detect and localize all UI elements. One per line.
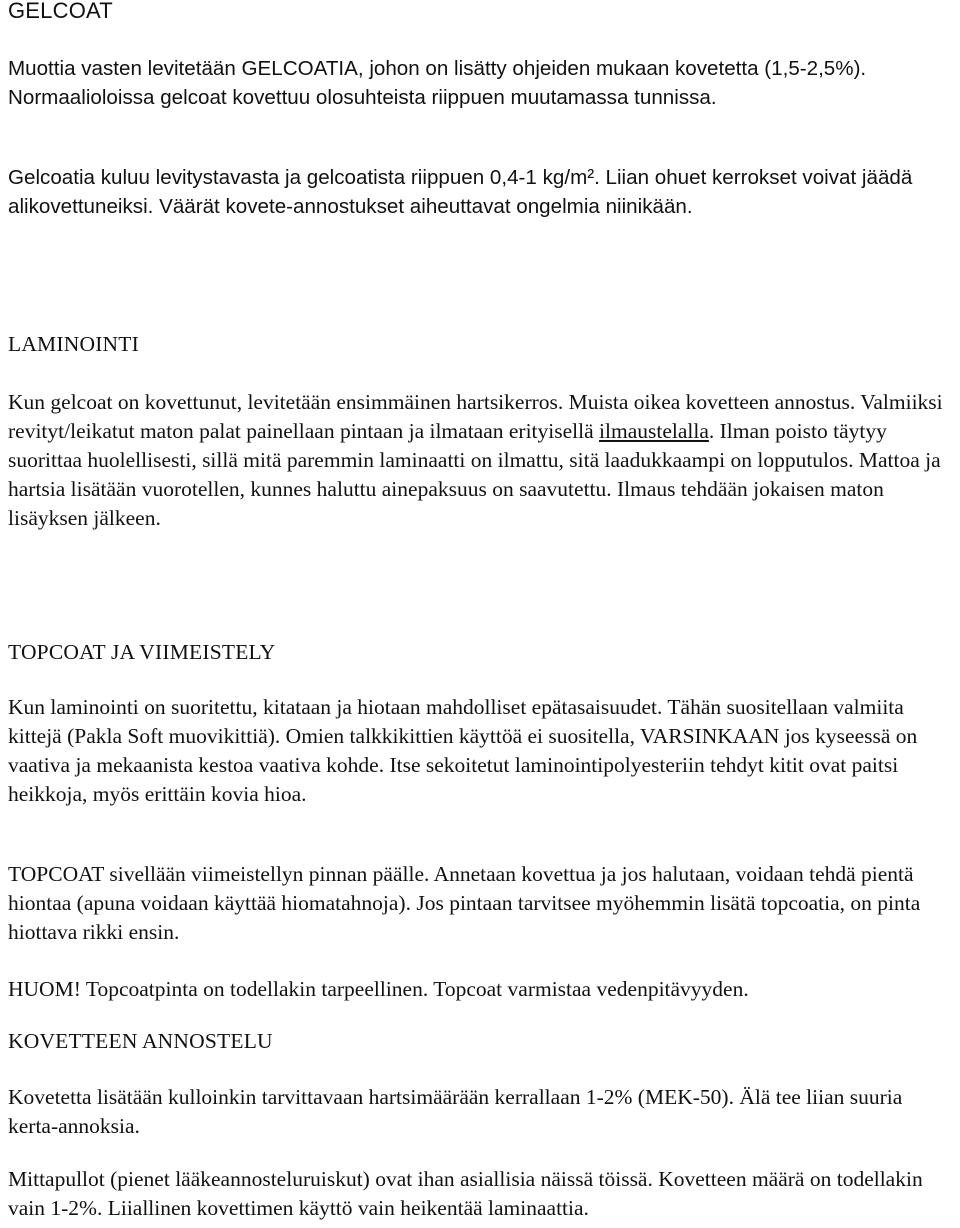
kovete-paragraph-2: Mittapullot (pienet lääkeannosteluruiskut) ovat ihan asiallisia näissä töissä. Kovetteen määrä on todellakin vain 1-2%. Liiallinen kovettimen käyttö vain heikentää laminaattia. bbox=[8, 1167, 923, 1220]
laminointi-paragraph-1 bbox=[8, 388, 956, 533]
gelcoat-paragraph-1: Muottia vasten levitetään GELCOATIA, johon on lisätty ohjeiden mukaan kovetetta (1,5-2,5%). Normaalioloissa gelcoat kovettuu olosuhteista riippuen muutamassa tunnissa. bbox=[8, 57, 867, 109]
topcoat-paragraph-3: HUOM! Topcoatpinta on todellakin tarpeellinen. Topcoat varmistaa vedenpitävyyden. bbox=[8, 977, 749, 1001]
laminointi-text-b: . Ilman poisto täytyy suorittaa huolellisesti, sillä mitä paremmin laminaatti on ilmattu, sitä laadukkaampi on lopputulos. Mattoa ja hartsia lisätään vuorotellen, kunnes haluttu ainepaksuus on saavutettu. Ilmaus tehdään jokaisen maton lisäyksen jälkeen. bbox=[8, 419, 941, 530]
section-heading-gelcoat: GELCOAT bbox=[8, 0, 113, 23]
section-heading-topcoat: TOPCOAT JA VIIMEISTELY bbox=[8, 640, 276, 664]
topcoat-paragraph-1: Kun laminointi on suoritettu, kitataan ja hiotaan mahdolliset epätasaisuudet. Tähän suositellaan valmiita kittejä (Pakla Soft muovikittiä). Omien talkkikittien käyttöä ei suositella, VARSINKAAN jos kyseessä on vaativa ja mekaanista kestoa vaativa kohde. Itse sekoitetut laminointipolyesteriin tehdyt kitit ovat paitsi heikkoja, myös erittäin kovia hioa. bbox=[8, 695, 918, 806]
kovete-paragraph-1: Kovetetta lisätään kulloinkin tarvittavaan hartsimäärään kerrallaan 1-2% (MEK-50). Älä tee liian suuria kerta-annoksia. bbox=[8, 1085, 903, 1138]
topcoat-paragraph-2: TOPCOAT sivellään viimeistellyn pinnan päälle. Annetaan kovettua ja jos halutaan, voidaan tehdä pientä hiontaa (apuna voidaan käyttää hiomatahnoja). Jos pintaan tarvitsee myöhemmin lisätä topcoatia, on pinta hiottava rikki ensin. bbox=[8, 862, 921, 944]
ilmaustelalla-link[interactable]: ilmaustelalla bbox=[599, 419, 709, 443]
section-heading-laminointi: LAMINOINTI bbox=[8, 332, 139, 356]
section-heading-kovete: KOVETTEEN ANNOSTELU bbox=[8, 1029, 273, 1053]
gelcoat-paragraph-2: Gelcoatia kuluu levitystavasta ja gelcoatista riippuen 0,4-1 kg/m². Liian ohuet kerrokset voivat jäädä alikovettuneiksi. Väärät kovete-annostukset aiheuttavat ongelmia niinikään. bbox=[8, 166, 913, 218]
laminointi-text-a: Kun gelcoat on kovettunut, levitetään ensimmäinen hartsikerros. Muista oikea kovetteen annostus. Valmiiksi revityt/leikatut maton palat painellaan pintaan ja ilmataan erityisellä bbox=[8, 390, 943, 443]
